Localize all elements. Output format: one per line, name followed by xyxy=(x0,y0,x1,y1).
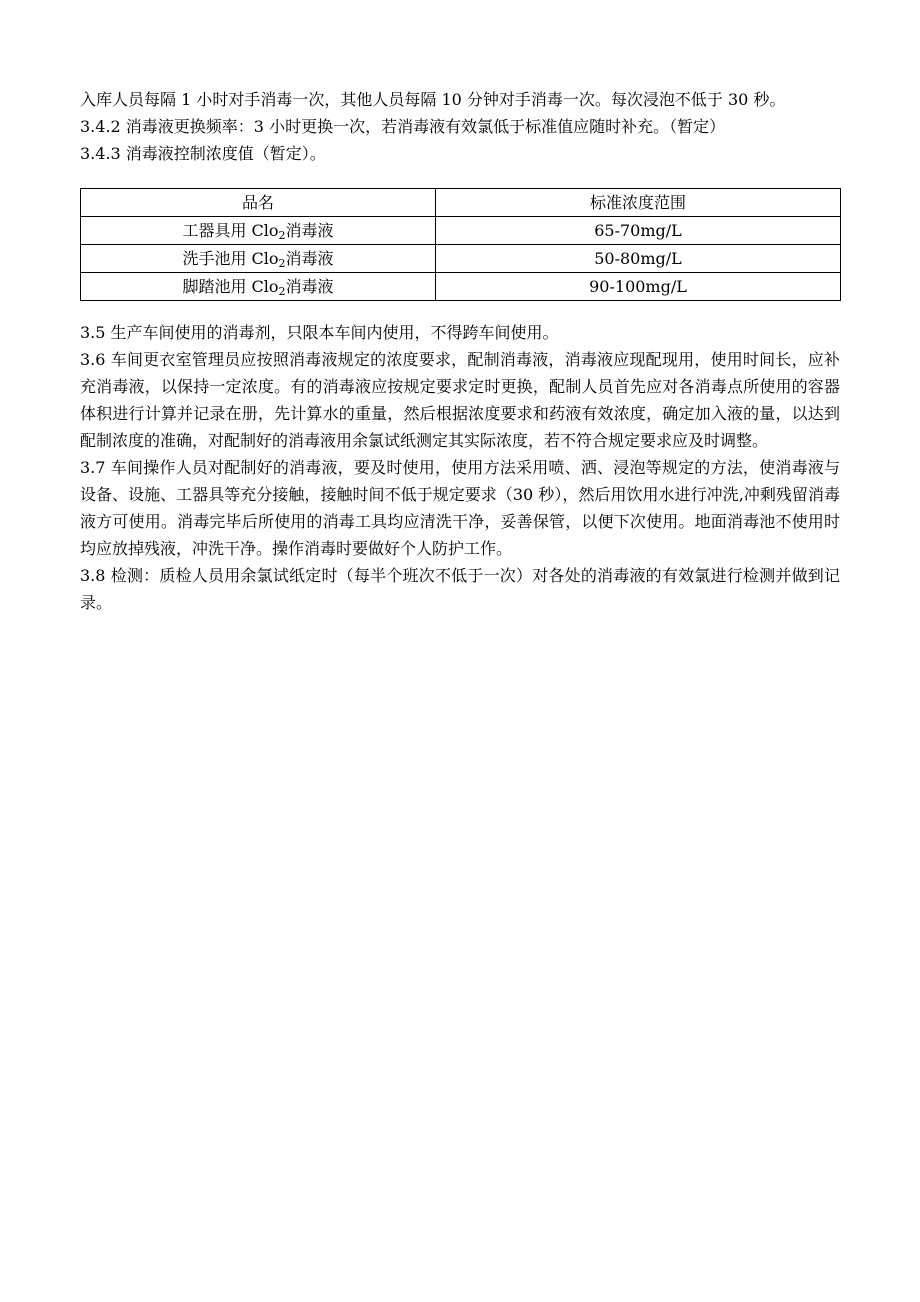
header-standard-range: 标准浓度范围 xyxy=(436,189,841,217)
paragraph-3-4-3: 3.4.3 消毒液控制浓度值（暂定）。 xyxy=(80,144,326,163)
table-header-row xyxy=(81,189,841,217)
table-row xyxy=(81,217,841,245)
cell-product-name: 工器具用 Clo$_2$消毒液 xyxy=(81,217,436,245)
cell-product-name: 洗手池用 Clo$_2$消毒液 xyxy=(81,245,436,273)
concentration-table-wrapper xyxy=(80,188,840,301)
paragraph-3-7: 3.7 车间操作人员对配制好的消毒液，要及时使用，使用方法采用喷、洒、浸泡等规定的方法，使消毒液与设备、设施、工器具等充分接触，接触时间不低于规定要求（30 秒），然后用饮用水进行冲洗,冲剩残留消毒液方可使用。消毒完毕后所使用的消毒工具均应清洗干净，妥善保管，以便下次使用。地面消毒池不使用时均应放掉残液，冲洗干净。操作消毒时要做好个人防护工作。 xyxy=(80,458,840,558)
paragraph-3-8: 3.8 检测：质检人员用余氯试纸定时（每半个班次不低于一次）对各处的消毒液的有效氯进行检测并做到记录。 xyxy=(80,566,840,612)
paragraph-hand-disinfection: 入库人员每隔 1 小时对手消毒一次，其他人员每隔 10 分钟对手消毒一次。每次浸泡不低于 30 秒。 xyxy=(80,90,786,109)
table-row xyxy=(81,245,841,273)
cell-range: 90-100mg/L xyxy=(436,273,841,301)
concentration-table xyxy=(80,188,841,301)
cell-product-name: 脚踏池用 Clo$_2$消毒液 xyxy=(81,273,436,301)
paragraph-3-6: 3.6 车间更衣室管理员应按照消毒液规定的浓度要求，配制消毒液，消毒液应现配现用，使用时间长，应补充消毒液，以保持一定浓度。有的消毒液应按规定要求定时更换，配制人员首先应对各消毒点所使用的容器体积进行计算并记录在册，先计算水的重量，然后根据浓度要求和药液有效浓度，确定加入液的量，以达到配制浓度的准确，对配制好的消毒液用余氯试纸测定其实际浓度，若不符合规定要求应及时调整。 xyxy=(80,350,840,450)
cell-range: 65-70mg/L xyxy=(436,217,841,245)
document-page xyxy=(80,86,840,616)
table-row xyxy=(81,273,841,301)
paragraph-3-4-2: 3.4.2 消毒液更换频率：3 小时更换一次，若消毒液有效氯低于标准值应随时补充。（暂定） xyxy=(80,117,726,136)
cell-range: 50-80mg/L xyxy=(436,245,841,273)
paragraph-3-5: 3.5 生产车间使用的消毒剂，只限本车间内使用，不得跨车间使用。 xyxy=(80,323,559,342)
header-product-name: 品名 xyxy=(81,189,436,217)
